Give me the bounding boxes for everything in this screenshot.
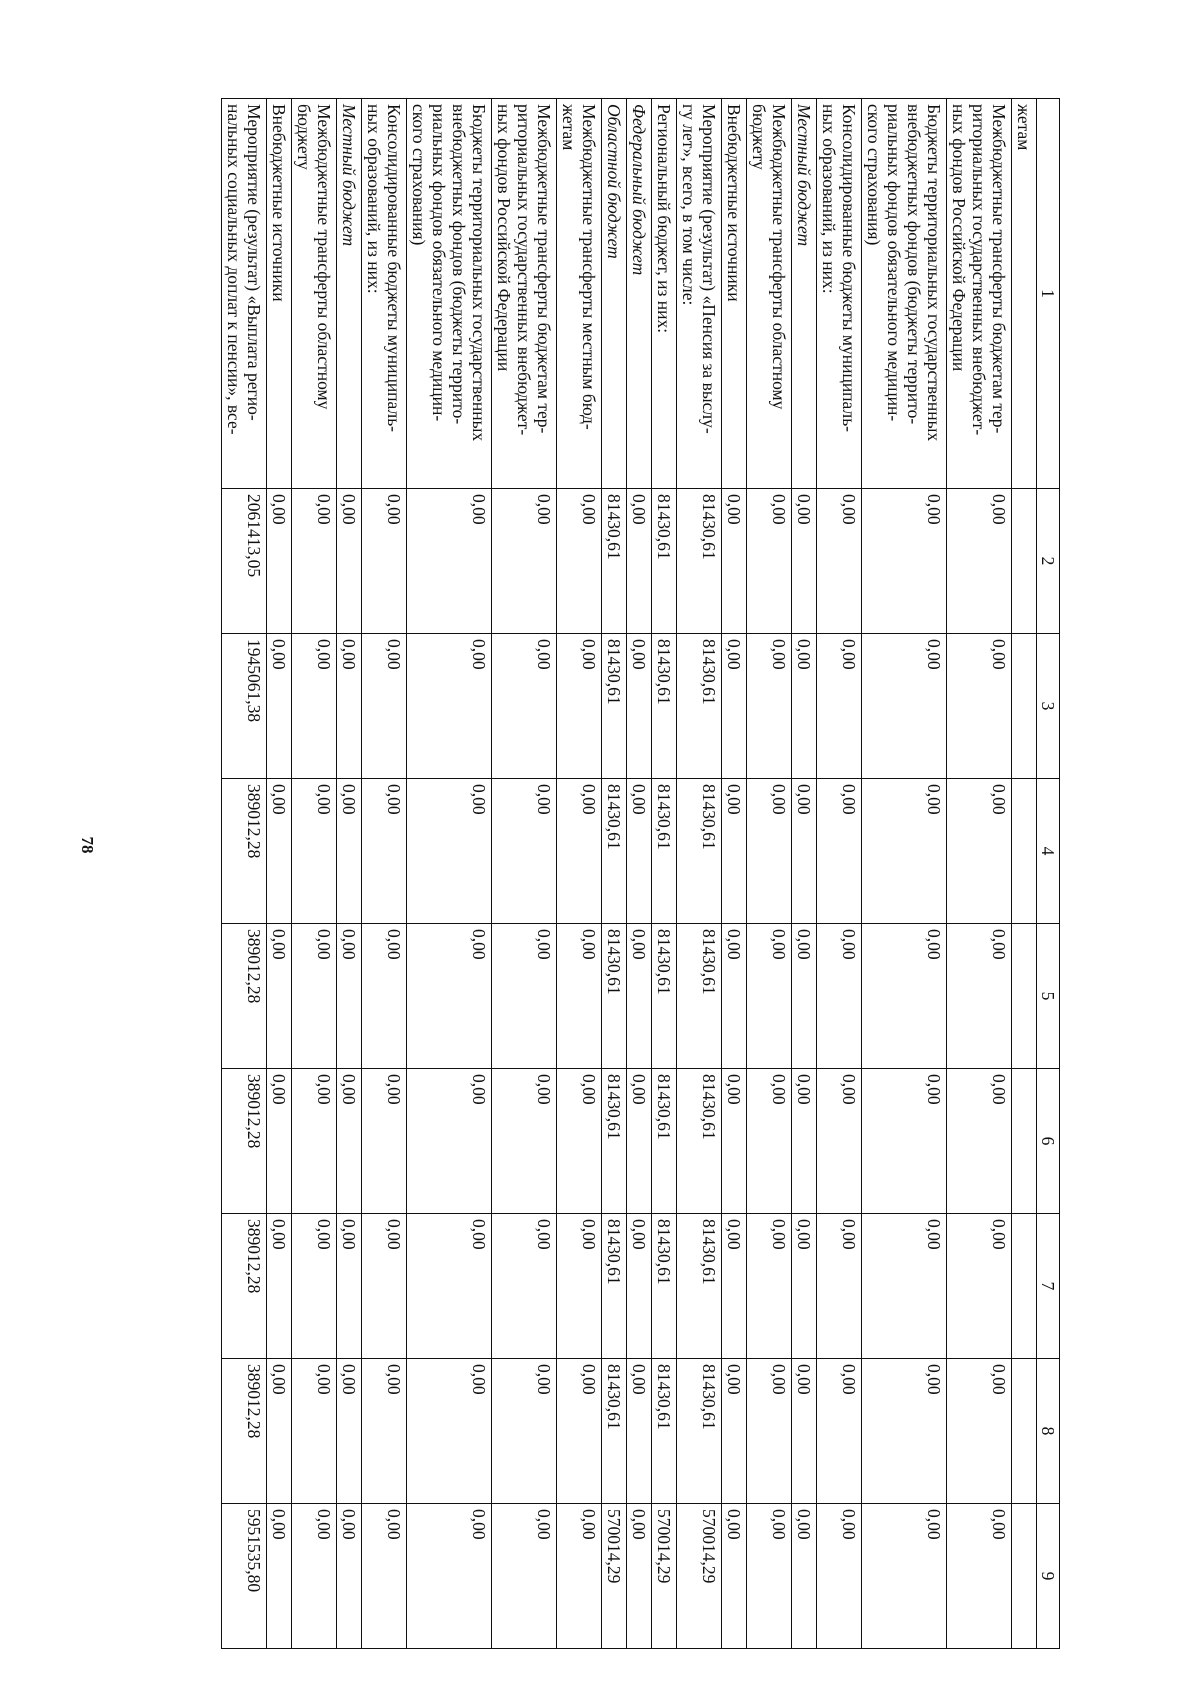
value-cell: 0,00 [492, 489, 557, 634]
row-label: Местный бюджет [792, 99, 817, 489]
value-cell: 0,00 [947, 489, 1012, 634]
value-cell: 0,00 [722, 489, 747, 634]
row-label: Региональный бюджет, из них: [652, 99, 677, 489]
value-cell: 81430,61 [602, 1214, 627, 1359]
value-cell: 570014,29 [602, 1504, 627, 1649]
value-cell: 0,00 [492, 1504, 557, 1649]
value-cell: 0,00 [407, 1359, 492, 1504]
row-label: Мероприятие (результат) «Выплата регио- нальных социальных доплат к пенсии», все- [222, 99, 267, 489]
value-cell: 0,00 [492, 924, 557, 1069]
row-label: Мероприятие (результат) «Пенсия за выслу- гу лет», всего, в том числе: [677, 99, 722, 489]
value-cell: 0,00 [817, 779, 862, 924]
value-cell: 0,00 [947, 634, 1012, 779]
value-cell: 0,00 [627, 1214, 652, 1359]
value-cell: 0,00 [862, 1359, 947, 1504]
header-cell: 3 [1037, 634, 1060, 779]
value-cell: 81430,61 [677, 1359, 722, 1504]
row-label: Внебюджетные источники [722, 99, 747, 489]
value-cell: 0,00 [267, 779, 292, 924]
value-cell: 389012,28 [222, 1069, 267, 1214]
header-cell: 1 [1037, 99, 1060, 489]
value-cell: 0,00 [627, 924, 652, 1069]
value-cell: 0,00 [492, 1359, 557, 1504]
value-cell: 0,00 [337, 1504, 362, 1649]
value-cell: 0,00 [492, 1069, 557, 1214]
value-cell: 0,00 [627, 779, 652, 924]
value-cell: 0,00 [862, 1214, 947, 1359]
value-cell [1012, 1214, 1037, 1359]
row-label: Межбюджетные трансферты бюджетам тер- риториальных государственных внебюджет- ных фондов Российской Федерации [492, 99, 557, 489]
value-cell: 81430,61 [602, 489, 627, 634]
value-cell: 0,00 [362, 924, 407, 1069]
value-cell: 0,00 [407, 1504, 492, 1649]
value-cell: 0,00 [817, 1214, 862, 1359]
value-cell: 0,00 [817, 1069, 862, 1214]
rotated-page-content [165, 98, 1060, 1648]
table-row [222, 99, 267, 1649]
value-cell: 0,00 [292, 634, 337, 779]
header-row [1037, 99, 1060, 1649]
value-cell: 0,00 [627, 1069, 652, 1214]
table-row [557, 99, 602, 1649]
value-cell: 0,00 [407, 924, 492, 1069]
value-cell: 0,00 [557, 489, 602, 634]
value-cell: 0,00 [362, 1504, 407, 1649]
value-cell: 0,00 [362, 489, 407, 634]
row-label: Межбюджетные трансферты областному бюджету [292, 99, 337, 489]
value-cell: 0,00 [292, 489, 337, 634]
value-cell: 0,00 [792, 1359, 817, 1504]
value-cell: 0,00 [492, 634, 557, 779]
value-cell [1012, 634, 1037, 779]
table-row [602, 99, 627, 1649]
row-label: Межбюджетные трансферты бюджетам тер- риториальных государственных внебюджет- ных фондов Российской Федерации [947, 99, 1012, 489]
value-cell: 0,00 [792, 1069, 817, 1214]
value-cell: 81430,61 [652, 634, 677, 779]
value-cell: 0,00 [267, 1214, 292, 1359]
value-cell: 0,00 [627, 1504, 652, 1649]
table-row [947, 99, 1012, 1649]
header-cell: 7 [1037, 1214, 1060, 1359]
value-cell: 0,00 [362, 634, 407, 779]
value-cell: 0,00 [407, 1214, 492, 1359]
row-label: Консолидированные бюджеты муниципаль- ных образований, из них: [817, 99, 862, 489]
table-row [722, 99, 747, 1649]
value-cell: 0,00 [557, 1214, 602, 1359]
value-cell: 0,00 [337, 1214, 362, 1359]
value-cell: 0,00 [792, 779, 817, 924]
value-cell: 81430,61 [677, 634, 722, 779]
value-cell: 0,00 [747, 779, 792, 924]
table-row [362, 99, 407, 1649]
value-cell: 81430,61 [677, 489, 722, 634]
row-label: Бюджеты территориальных государственных внебюджетных фондов (бюджеты террито- риальных фондов обязательного медицин- ского страхования) [862, 99, 947, 489]
row-label: жетам [1012, 99, 1037, 489]
value-cell [1012, 1359, 1037, 1504]
value-cell: 0,00 [862, 1069, 947, 1214]
value-cell: 0,00 [747, 634, 792, 779]
value-cell: 0,00 [627, 489, 652, 634]
value-cell: 81430,61 [602, 1069, 627, 1214]
value-cell: 0,00 [292, 1214, 337, 1359]
value-cell: 0,00 [267, 1359, 292, 1504]
value-cell: 0,00 [817, 634, 862, 779]
page-number: 78 [78, 836, 97, 854]
header-cell: 5 [1037, 924, 1060, 1069]
value-cell: 81430,61 [602, 634, 627, 779]
value-cell: 0,00 [792, 1504, 817, 1649]
value-cell: 81430,61 [652, 779, 677, 924]
value-cell: 0,00 [267, 489, 292, 634]
value-cell: 0,00 [722, 1069, 747, 1214]
table-row [627, 99, 652, 1649]
value-cell: 0,00 [557, 779, 602, 924]
value-cell: 0,00 [817, 1504, 862, 1649]
value-cell: 0,00 [862, 1504, 947, 1649]
value-cell: 570014,29 [652, 1504, 677, 1649]
row-label: Консолидированные бюджеты муниципаль- ных образований, из них: [362, 99, 407, 489]
value-cell: 0,00 [817, 1359, 862, 1504]
value-cell: 0,00 [407, 779, 492, 924]
row-label: Областной бюджет [602, 99, 627, 489]
value-cell: 0,00 [862, 779, 947, 924]
value-cell: 81430,61 [652, 489, 677, 634]
table-row [652, 99, 677, 1649]
value-cell: 81430,61 [677, 924, 722, 1069]
value-cell: 0,00 [747, 924, 792, 1069]
value-cell: 0,00 [947, 1359, 1012, 1504]
table-body [222, 99, 1037, 1649]
value-cell: 0,00 [862, 489, 947, 634]
value-cell: 0,00 [947, 1069, 1012, 1214]
value-cell: 0,00 [817, 924, 862, 1069]
value-cell: 0,00 [722, 779, 747, 924]
value-cell [1012, 489, 1037, 634]
table-row [267, 99, 292, 1649]
value-cell: 0,00 [337, 1069, 362, 1214]
value-cell: 0,00 [747, 1214, 792, 1359]
table-row [817, 99, 862, 1649]
value-cell [1012, 1069, 1037, 1214]
value-cell: 0,00 [362, 1359, 407, 1504]
value-cell [1012, 779, 1037, 924]
value-cell: 81430,61 [677, 1214, 722, 1359]
value-cell: 389012,28 [222, 1214, 267, 1359]
value-cell: 0,00 [947, 779, 1012, 924]
value-cell: 0,00 [792, 924, 817, 1069]
value-cell: 0,00 [722, 1504, 747, 1649]
value-cell: 0,00 [362, 1069, 407, 1214]
value-cell: 81430,61 [602, 779, 627, 924]
value-cell [1012, 924, 1037, 1069]
value-cell: 0,00 [557, 924, 602, 1069]
header-cell: 8 [1037, 1359, 1060, 1504]
value-cell: 0,00 [792, 1214, 817, 1359]
value-cell: 0,00 [557, 1359, 602, 1504]
value-cell: 0,00 [337, 924, 362, 1069]
value-cell: 0,00 [337, 489, 362, 634]
row-label: Внебюджетные источники [267, 99, 292, 489]
value-cell: 81430,61 [677, 1069, 722, 1214]
value-cell: 0,00 [267, 1504, 292, 1649]
table-row [677, 99, 722, 1649]
value-cell: 81430,61 [602, 1359, 627, 1504]
value-cell: 81430,61 [652, 1214, 677, 1359]
value-cell: 81430,61 [652, 924, 677, 1069]
value-cell: 0,00 [362, 1214, 407, 1359]
budget-table [221, 98, 1060, 1649]
value-cell: 570014,29 [677, 1504, 722, 1649]
value-cell: 0,00 [747, 1359, 792, 1504]
value-cell: 81430,61 [652, 1069, 677, 1214]
value-cell: 0,00 [337, 1359, 362, 1504]
value-cell: 0,00 [407, 489, 492, 634]
value-cell: 0,00 [292, 924, 337, 1069]
value-cell: 0,00 [627, 1359, 652, 1504]
row-label: Межбюджетные трансферты местным бюд- жетам [557, 99, 602, 489]
table-row [1012, 99, 1037, 1649]
value-cell: 0,00 [817, 489, 862, 634]
value-cell: 1945061,38 [222, 634, 267, 779]
value-cell: 2061413,05 [222, 489, 267, 634]
table-row [792, 99, 817, 1649]
table-row [292, 99, 337, 1649]
row-label: Бюджеты территориальных государственных внебюджетных фондов (бюджеты террито- риальных фондов обязательного медицин- ского страхования) [407, 99, 492, 489]
value-cell: 0,00 [557, 1504, 602, 1649]
value-cell: 0,00 [492, 1214, 557, 1359]
value-cell: 389012,28 [222, 779, 267, 924]
value-cell: 0,00 [292, 1504, 337, 1649]
table-row [492, 99, 557, 1649]
value-cell: 0,00 [947, 1504, 1012, 1649]
value-cell: 0,00 [722, 924, 747, 1069]
table-row [747, 99, 792, 1649]
row-label: Федеральный бюджет [627, 99, 652, 489]
value-cell: 0,00 [792, 634, 817, 779]
value-cell: 0,00 [292, 1359, 337, 1504]
header-cell: 4 [1037, 779, 1060, 924]
value-cell: 0,00 [862, 634, 947, 779]
value-cell: 0,00 [747, 1504, 792, 1649]
value-cell: 0,00 [267, 924, 292, 1069]
value-cell: 0,00 [407, 1069, 492, 1214]
table-row [337, 99, 362, 1649]
value-cell: 0,00 [337, 779, 362, 924]
value-cell: 0,00 [947, 1214, 1012, 1359]
table-row [407, 99, 492, 1649]
row-label: Межбюджетные трансферты областному бюджету [747, 99, 792, 489]
header-cell: 6 [1037, 1069, 1060, 1214]
header-cell: 9 [1037, 1504, 1060, 1649]
value-cell: 0,00 [492, 779, 557, 924]
value-cell: 389012,28 [222, 924, 267, 1069]
value-cell: 0,00 [267, 1069, 292, 1214]
value-cell: 0,00 [557, 634, 602, 779]
value-cell: 0,00 [747, 489, 792, 634]
value-cell: 81430,61 [602, 924, 627, 1069]
value-cell: 0,00 [747, 1069, 792, 1214]
value-cell: 0,00 [722, 634, 747, 779]
value-cell: 0,00 [862, 924, 947, 1069]
value-cell: 389012,28 [222, 1359, 267, 1504]
value-cell: 0,00 [722, 1214, 747, 1359]
value-cell: 5951535,80 [222, 1504, 267, 1649]
value-cell: 0,00 [722, 1359, 747, 1504]
value-cell: 0,00 [792, 489, 817, 634]
value-cell: 0,00 [407, 634, 492, 779]
value-cell: 0,00 [947, 924, 1012, 1069]
value-cell: 0,00 [362, 779, 407, 924]
row-label: Местный бюджет [337, 99, 362, 489]
value-cell: 0,00 [292, 779, 337, 924]
value-cell: 0,00 [557, 1069, 602, 1214]
value-cell: 0,00 [267, 634, 292, 779]
value-cell [1012, 1504, 1037, 1649]
value-cell: 0,00 [337, 634, 362, 779]
value-cell: 0,00 [627, 634, 652, 779]
value-cell: 0,00 [292, 1069, 337, 1214]
value-cell: 81430,61 [677, 779, 722, 924]
header-cell: 2 [1037, 489, 1060, 634]
value-cell: 81430,61 [652, 1359, 677, 1504]
table-row [862, 99, 947, 1649]
